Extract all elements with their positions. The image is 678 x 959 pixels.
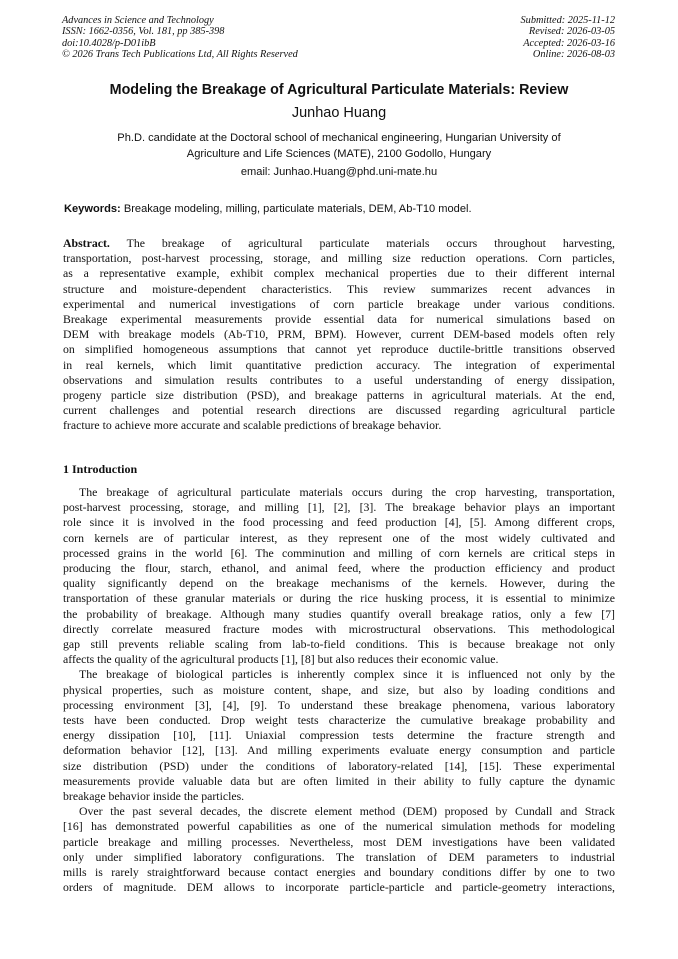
abstract-line: DEM with breakage models (Ab-T10, PRM, BPM). However, current DEM-based models often rely <box>63 327 615 342</box>
abstract-line <box>63 236 615 251</box>
journal-doi: doi:10.4028/p-D01ibB <box>62 37 156 49</box>
text-line: Over the past several decades, the discrete element method (DEM) proposed by Cundall and Strack <box>79 804 615 819</box>
abstract-line: observations and simulation results contributes to a useful understanding of energy dissipation, <box>63 372 615 387</box>
text-line: orders of magnitude. DEM allows to incorporate particle-particle and particle-geometry interactions, <box>63 880 615 895</box>
date-online: Online: 2026-08-03 <box>532 49 615 61</box>
abstract-text: The breakage of agricultural particulate materials occurs throughout harvesting, <box>126 236 615 250</box>
text-line: gap still prevents reliable scaling from lab-to-field conditions. This is because breakage not only <box>63 637 615 652</box>
date-revised: Revised: 2026-03-05 <box>528 26 615 38</box>
abstract-line: as a representative example, exhibit complex mechanical properties due to their different internal <box>63 266 615 281</box>
abstract-line: current challenges and potential research directions are discussed regarding agricultural particle <box>63 403 615 418</box>
text-line: particle breakage and milling processes. Nevertheless, most DEM investigations have been validated <box>63 834 615 849</box>
text-line: energy dissipation [10], [11]. Uniaxial compression tests determine the fracture strength and <box>63 728 615 743</box>
keywords <box>64 203 624 215</box>
paragraph <box>63 485 615 667</box>
author-affiliation <box>80 131 598 162</box>
paragraph <box>63 804 615 895</box>
paper-title: Modeling the Breakage of Agricultural Particulate Materials: Review <box>109 82 569 98</box>
text-line: The breakage of biological particles is inherently complex since it is influenced not only by the <box>79 667 615 682</box>
abstract-line: in real kernels, which limit quantitative prediction accuracy. The integration of experimental <box>63 357 615 372</box>
text-line: producing the flour, starch, ethanol, and animal feed, where the production efficiency and product <box>63 561 615 576</box>
abstract-line: structure and moisture-dependent characteristics. This review summarizes recent advances in <box>63 281 615 296</box>
keywords-text: Breakage modeling, milling, particulate materials, DEM, Ab-T10 model. <box>123 203 472 215</box>
text-line: tests have been conducted. Drop weight tests characterize the cumulative breakage probability and <box>63 713 615 728</box>
copyright: © 2026 Trans Tech Publications Ltd, All Rights Reserved <box>62 49 298 61</box>
abstract-line: Breakage experimental measurements provide essential data for numerical simulations based on <box>63 312 615 327</box>
section-heading: 1 Introduction <box>63 462 138 476</box>
paragraph <box>63 667 615 804</box>
text-line: The breakage of agricultural particulate materials occurs during the crop harvesting, transportation, <box>79 485 615 499</box>
text-line: quality significantly depend on the breakage mechanisms of the kernels. However, during the <box>63 576 615 591</box>
introduction-body <box>63 485 615 895</box>
publication-dates <box>521 15 615 61</box>
affiliation-line: Ph.D. candidate at the Doctoral school of mechanical engineering, Hungarian University of <box>117 132 561 144</box>
abstract-label: Abstract. <box>63 236 110 250</box>
text-line: transportation of these granular materials or during the rice husking process, it is essential to minimize <box>63 591 615 606</box>
abstract-line: experimental and numerical investigations of corn particle breakage under various conditions. <box>63 296 615 311</box>
journal-name: Advances in Science and Technology <box>62 15 214 26</box>
text-line: the probability of breakage. Although many studies quantify overall breakage ratios, only a few [7] <box>63 606 615 621</box>
keywords-label: Keywords: <box>64 203 121 215</box>
text-line: mills is rarely straightforward because contact energies and boundary conditions differ by one to two <box>63 865 615 880</box>
author-email: email: Junhao.Huang@phd.uni-mate.hu <box>240 166 438 178</box>
author-name: Junhao Huang <box>291 105 387 121</box>
text-line: post-harvest processing, storage, and milling [1], [2], [3]. The breakage behavior plays an important <box>63 500 615 515</box>
affiliation-line: Agriculture and Life Sciences (MATE), 2100 Godollo, Hungary <box>186 147 492 160</box>
text-line: processed grains in the world [6]. The comminution and milling of corn kernels are critical steps in <box>63 545 615 560</box>
date-accepted: Accepted: 2026-03-16 <box>523 37 615 49</box>
text-line: processing environment [3], [4], [9]. To understand these breakage phenomena, various laboratory <box>63 697 615 712</box>
text-line: measurements provide valuable data but are often limited in their ability to fully capture the dynamic <box>63 773 615 788</box>
journal-issn: ISSN: 1662-0356, Vol. 181, pp 385-398 <box>62 26 225 38</box>
abstract-line: on simplified homogeneous assumptions that cannot yet reproduce ductile-brittle transitions observed <box>63 342 615 357</box>
text-line: only under simplified laboratory configurations. The translation of DEM parameters to industrial <box>63 849 615 864</box>
abstract <box>63 236 615 434</box>
journal-info <box>62 15 298 61</box>
text-line: role since it is involved in the food processing and feed production [4], [5]. Among different crops, <box>63 515 615 530</box>
abstract-line: transportation, post-harvest processing, storage, and milling size reduction operations. Corn particles, <box>63 251 615 266</box>
text-line: directly correlate measured fracture modes with microstructural observations. This methodological <box>63 621 615 636</box>
text-line: physical properties, such as moisture content, shape, and size, but also by loading conditions and <box>63 682 615 697</box>
text-line: corn kernels are of particular interest, as they represent one of the most widely cultivated and <box>63 530 615 545</box>
text-line: breakage behavior inside the particles. <box>63 789 245 804</box>
abstract-line: fracture to achieve more accurate and scalable predictions of breakage behavior. <box>63 418 442 433</box>
text-line: [16] has demonstrated powerful capabilities as one of the numerical simulation methods for modeling <box>63 819 615 834</box>
abstract-line: progeny particle size distribution (PSD), and breakage patterns in agricultural materials. At the end, <box>63 388 615 403</box>
text-line: deformation behavior [12], [13]. And milling experiments evaluate energy consumption and particle <box>63 743 615 758</box>
text-line: affects the quality of the agricultural products [1], [8] but also reduces their economic value. <box>63 652 499 667</box>
date-submitted: Submitted: 2025-11-12 <box>520 15 615 26</box>
text-line: size distribution (PSD) under the conditions of laboratory-related [14], [15]. These experimental <box>63 758 615 773</box>
